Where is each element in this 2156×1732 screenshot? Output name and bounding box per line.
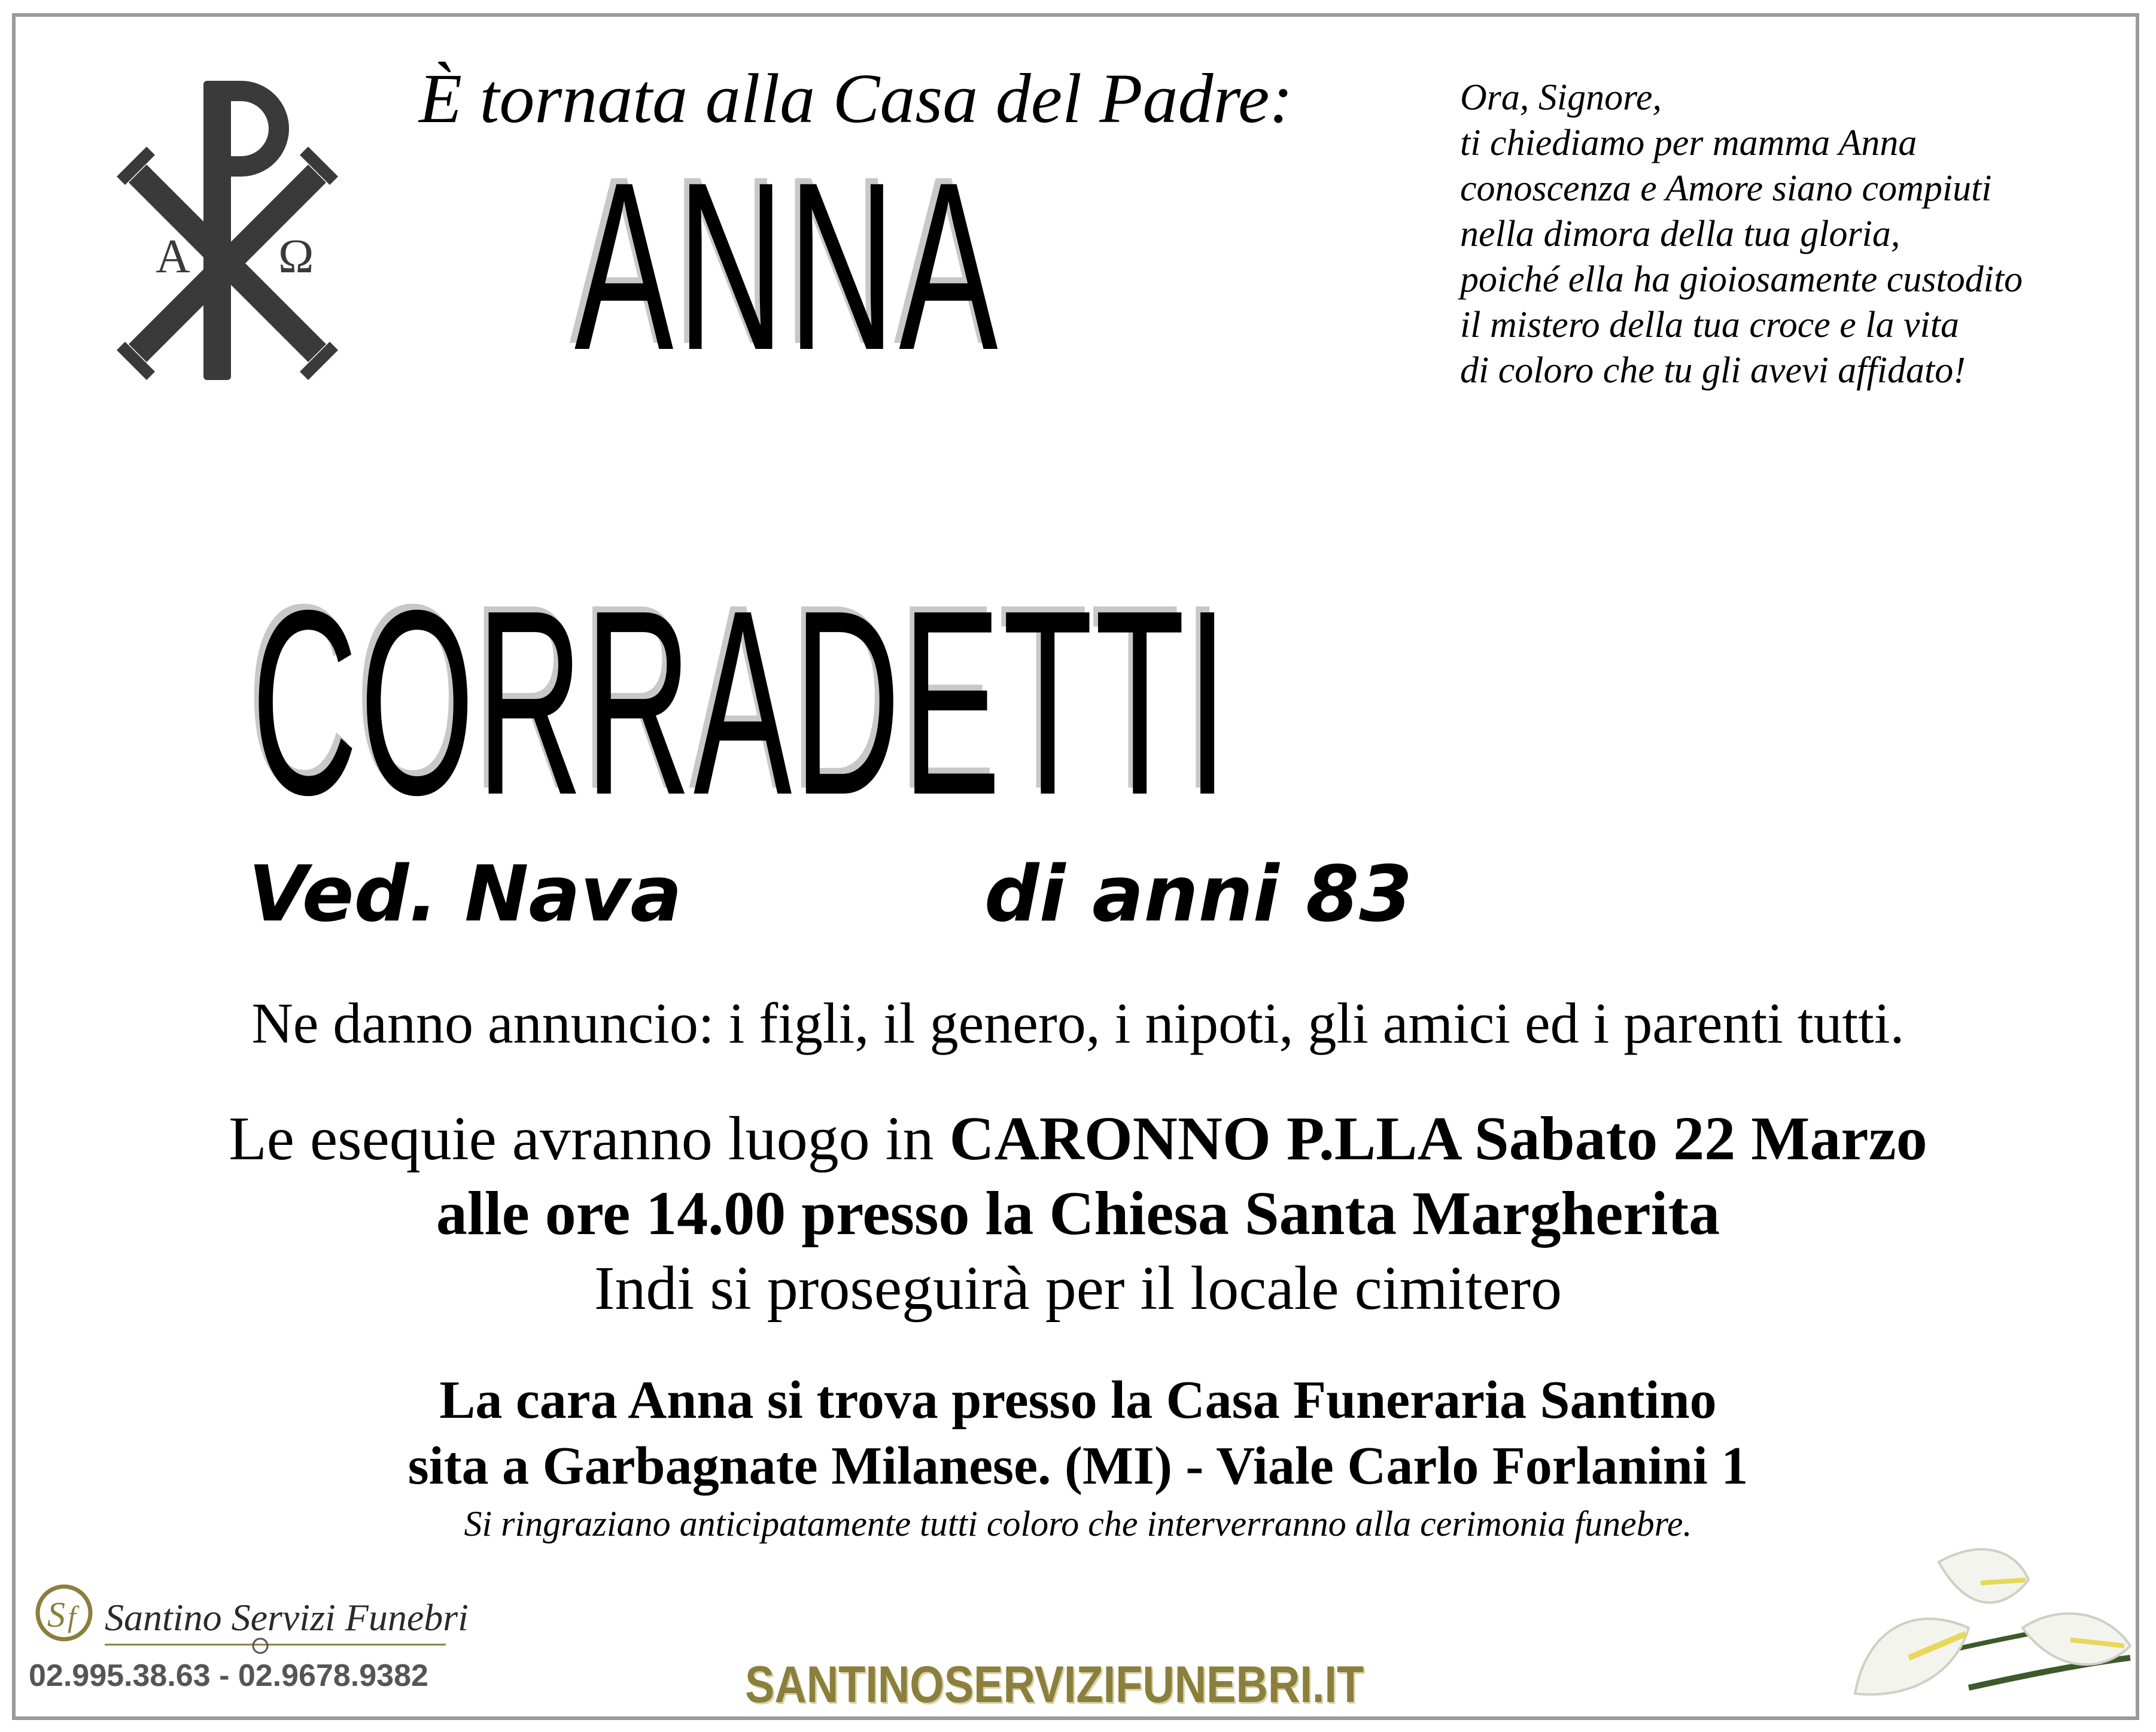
thanks-line: Si ringraziano anticipatamente tutti coloro che interverranno alla cerimonia funebre. [464, 1504, 1692, 1543]
home-line-1: La cara Anna si trova presso la Casa Funeraria Santino [439, 1371, 1717, 1430]
prayer-line: nella dimora della tua gloria, [1460, 214, 1900, 254]
prayer-line: il mistero della tua croce e la vita [1460, 305, 1959, 345]
prayer-line: poiché ella ha gioiosamente custodito [1460, 259, 2023, 300]
svg-text:S: S [47, 1595, 65, 1634]
prayer-line: Ora, Signore, [1460, 77, 1662, 118]
funeral-line-1 [0, 1101, 2156, 1176]
calla-lily-flowers [1843, 1538, 2142, 1718]
intro-heading: È tornata alla Casa del Padre: [419, 59, 1293, 138]
funeral-line-2: alle ore 14.00 presso la Chiesa Santa Margherita [436, 1179, 1720, 1248]
first-name: ANNA [574, 132, 1002, 400]
funeral-line-3: Indi si proseguirà per il locale cimitero [594, 1254, 1562, 1323]
announcement: Ne danno annuncio: i figli, il genero, i nipoti, gli amici ed i parenti tutti. [251, 991, 1905, 1055]
website-link[interactable]: SANTINOSERVIZIFUNEBRI.IT [745, 1656, 1364, 1713]
age: di anni 83 [984, 850, 1413, 939]
funeral-place-date: CARONNO P.LLA Sabato 22 Marzo [949, 1104, 1927, 1173]
omega-letter: Ω [278, 230, 314, 283]
home-line-2: sita a Garbagnate Milanese. (MI) - Viale Carlo Forlanini 1 [408, 1436, 1748, 1496]
company-name: Santino Servizi Funebri [105, 1596, 469, 1639]
prayer-line: conoscenza e Amore siano compiuti [1460, 168, 1992, 209]
phone-numbers: 02.995.38.63 - 02.9678.9382 [29, 1658, 428, 1693]
last-name: CORRADETTI [251, 556, 1230, 850]
prayer-line: ti chiediamo per mamma Anna [1460, 123, 1917, 163]
prayer-line: di coloro che tu gli avevi affidato! [1460, 350, 1966, 391]
alpha-letter: A [156, 230, 190, 283]
funeral-line-1-prefix: Le esequie avranno luogo in [229, 1104, 950, 1173]
prayer-quote [1460, 75, 2118, 393]
svg-text:f: f [68, 1600, 76, 1633]
widow-of: Ved. Nava [248, 850, 682, 939]
chi-rho-symbol [105, 69, 350, 392]
